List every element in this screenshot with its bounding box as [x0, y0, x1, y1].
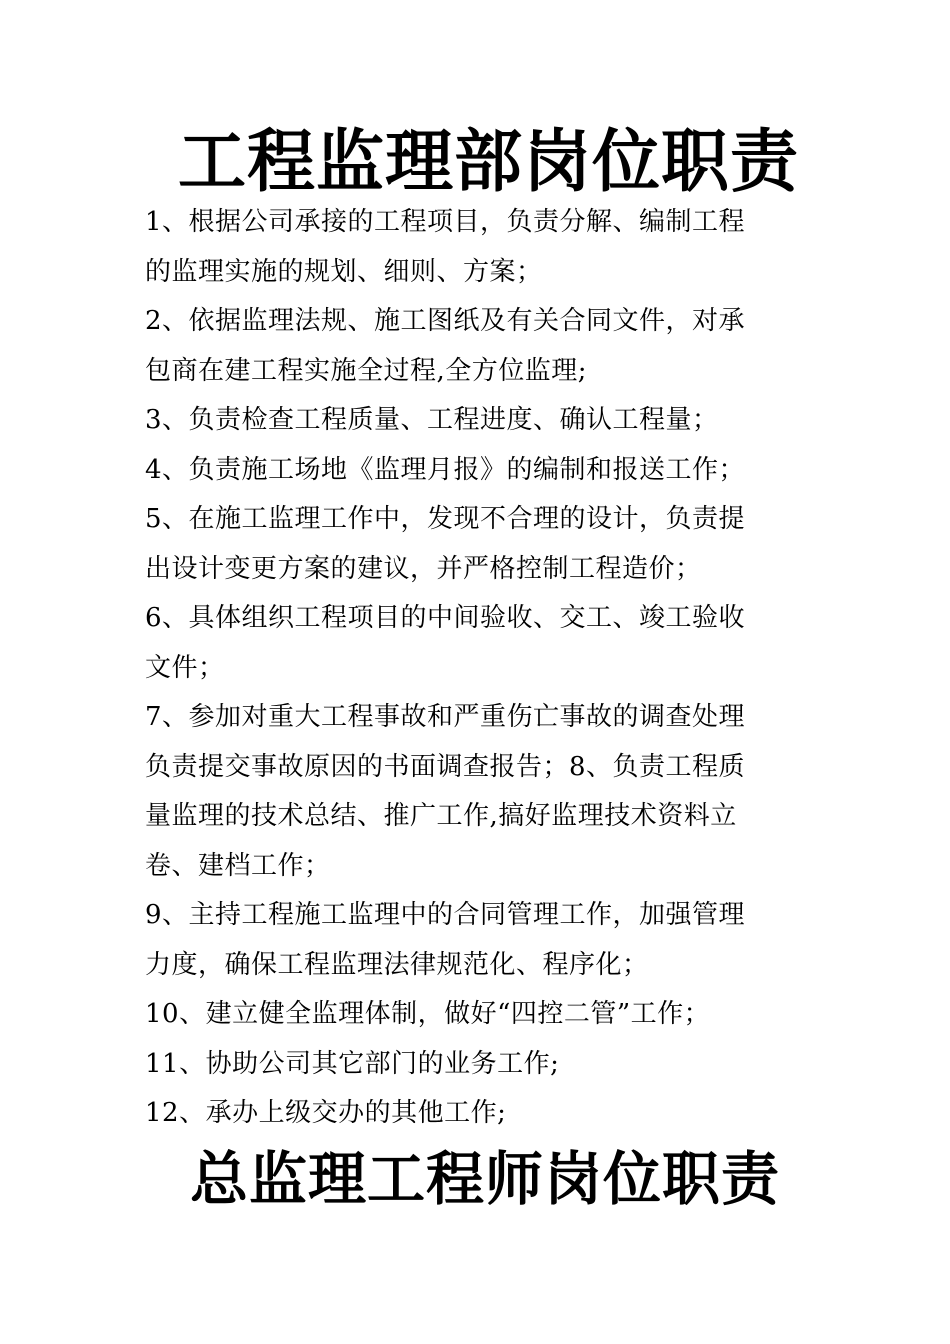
- text-line: 4、负责施工场地《监理月报》的编制和报送工作；: [145, 454, 746, 485]
- text-line: 2、依据监理法规、施工图纸及有关合同文件，对承: [145, 306, 746, 336]
- text-line: 1、根据公司承接的工程项目，负责分解、编制工程: [145, 207, 746, 237]
- text-line: 的监理实施的规划、细则、方案；: [145, 256, 543, 287]
- text-line: 卷、建档工作；: [145, 850, 331, 881]
- text-line: 负责提交事故原因的书面调查报告；8、负责工程质: [145, 751, 746, 782]
- text-line: 包商在建工程实施全过程,全方位监理;: [145, 355, 588, 386]
- text-line: 9、主持工程施工监理中的合同管理工作，加强管理: [145, 900, 746, 930]
- text-line: 5、在施工监理工作中，发现不合理的设计，负责提: [145, 504, 746, 534]
- text-line: 量监理的技术总结、推广工作,搞好监理技术资料立: [145, 801, 737, 831]
- text-line: 出设计变更方案的建议，并严格控制工程造价；: [145, 553, 702, 584]
- text-line: 6、具体组织工程项目的中间验收、交工、竣工验收: [145, 603, 746, 633]
- text-line: 12、承办上级交办的其他工作;: [145, 1098, 507, 1128]
- text-line: 10、建立健全监理体制，做好“四控二管”工作；: [145, 999, 711, 1029]
- text-line: 7、参加对重大工程事故和严重伤亡事故的调查处理: [145, 702, 746, 732]
- duties-text: [145, 198, 810, 1139]
- text-line: 力度，确保工程监理法律规范化、程序化；: [145, 949, 649, 980]
- text-line: 3、负责检查工程质量、工程进度、确认工程量；: [145, 405, 719, 435]
- text-line: 11、协助公司其它部门的业务工作;: [145, 1048, 560, 1079]
- section-title: 总监理工程师岗位职责: [190, 1145, 781, 1213]
- text-line: 文件；: [145, 652, 225, 683]
- page-title: 工程监理部岗位职责: [178, 122, 800, 202]
